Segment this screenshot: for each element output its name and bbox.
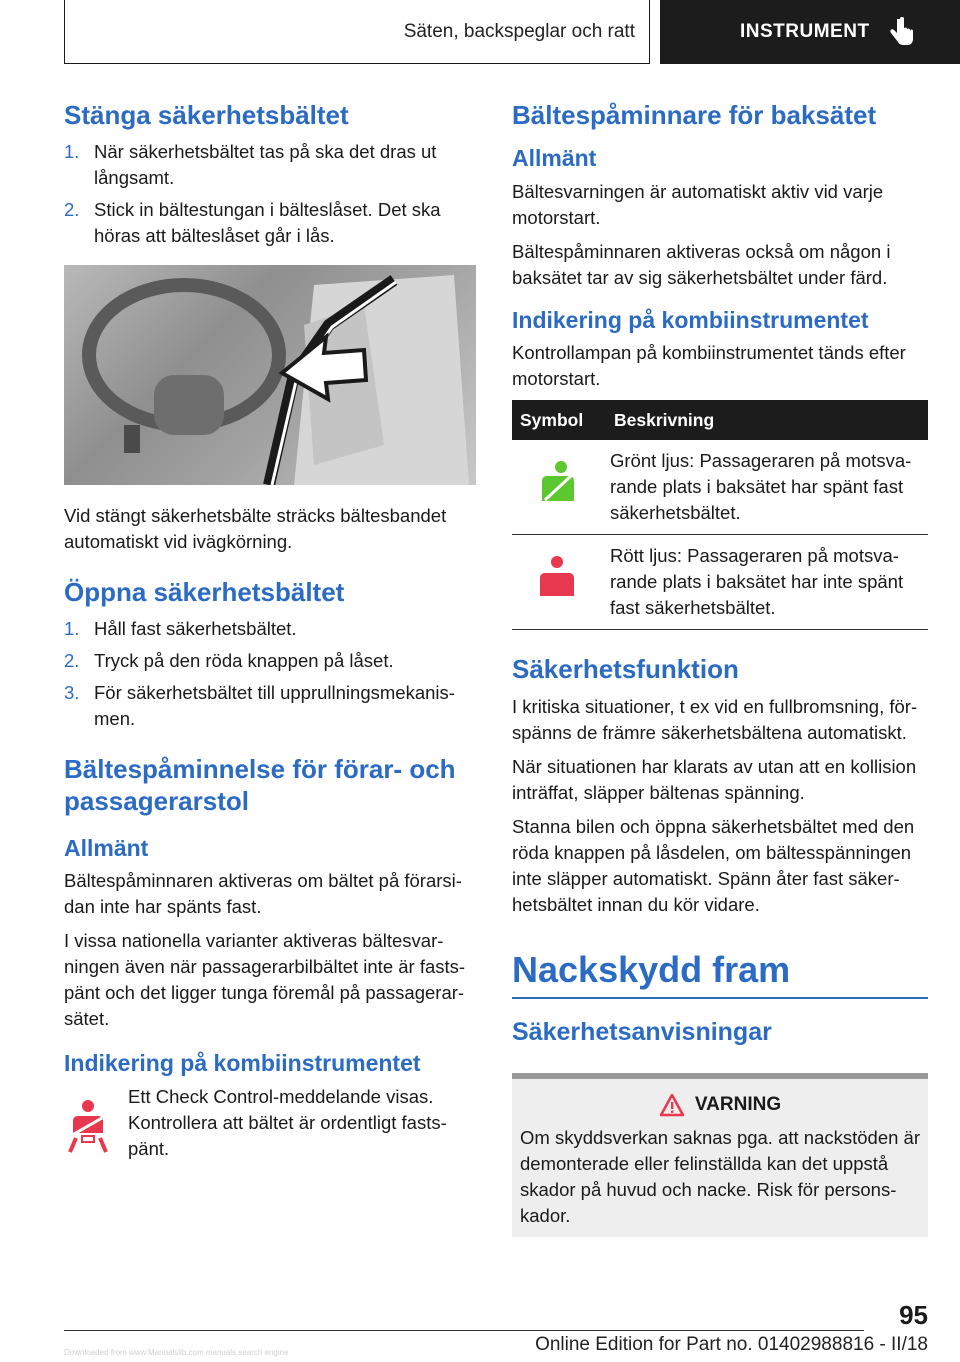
paragraph: Bältespåminnaren aktiveras om bältet på förarsidan inte har spänts fast.: [64, 870, 462, 918]
heading-rear-reminder: Bältespåminnare för baksätet: [512, 100, 877, 130]
warning-title: VARNING: [694, 1093, 782, 1115]
warning-box: [512, 1073, 928, 1237]
table-cell: Rött ljus: Passageraren på motsvarande plats i baksätet har inte spänt fast säkerhetsbältet.: [606, 535, 928, 630]
page-number: 95: [899, 1300, 928, 1330]
heading-close-belt: Stänga säkerhetsbältet: [64, 100, 349, 130]
paragraph: I vissa nationella varianter aktiveras bältesvarningen även när passagerarbilbältet inte är fastspänt och det ligger tunga föremål på passagerarsätet.: [64, 930, 466, 1030]
warning-title-row: [520, 1093, 920, 1117]
edition-text: Online Edition for Part no. 01402988816 - II/18: [535, 1334, 928, 1355]
seatbelt-photo: [64, 265, 476, 485]
heading-indication: Indikering på kombiinstrumentet: [64, 1050, 421, 1077]
paragraph: När situationen har klarats av utan att en kollision inträffat, släpper bältenas spänning.: [512, 755, 917, 803]
watermark: Downloaded from www.Manualslib.com manuals search engine: [64, 1348, 289, 1357]
list-item: [64, 648, 476, 674]
table-header-row: [512, 400, 928, 440]
heading-open-belt: Öppna säkerhetsbältet: [64, 577, 345, 608]
column-header-description: Beskrivning: [606, 400, 928, 440]
step-number: 1.: [64, 141, 80, 163]
warning-triangle-icon: [659, 1093, 685, 1117]
pointing-hand-icon: [888, 17, 914, 47]
list-item: [64, 680, 476, 732]
heading-general: Allmänt: [512, 145, 597, 172]
heading-headrest: Nackskydd fram: [512, 948, 791, 990]
chapter-title: INSTRUMENT: [740, 21, 870, 42]
step-text: Stick in bältestungan i bälteslåset. Det ska höras att bälteslåset går i lås.: [94, 199, 441, 247]
headrest-heading-wrap: [512, 948, 928, 999]
heading-safety-instructions: Säkerhetsanvisningar: [512, 1017, 772, 1046]
open-steps-list: [64, 616, 476, 732]
header-section-title: [64, 0, 650, 64]
table-cell: Grönt ljus: Passageraren på motsvarande plats i baksätet har spänt fast säkerhetsbältet.: [606, 440, 928, 535]
step-number: 3.: [64, 682, 80, 704]
footer-edition: [535, 1334, 928, 1356]
step-number: 2.: [64, 650, 80, 672]
heading-belt-reminder: Bältespåminnelse för förar- och passagerarstol: [64, 754, 456, 816]
column-header-symbol: Symbol: [512, 400, 606, 440]
photo-caption: Vid stängt säkerhetsbälte sträcks bältesbandet automatiskt vid ivägkörning.: [64, 505, 447, 553]
paragraph: Bältesvarningen är automatiskt aktiv vid varje motorstart.: [512, 180, 884, 228]
step-number: 2.: [64, 199, 80, 221]
step-text: För säkerhetsbältet till upprullningsmekanismen.: [94, 682, 455, 730]
step-text: Håll fast säkerhetsbältet.: [94, 618, 297, 640]
warning-text: Om skyddsverkan saknas pga. att nackstöden är demonterade eller felinställda kan det uppstå skador på huvud och nacke. Risk för personskador.: [520, 1126, 921, 1226]
seatbelt-warning-icon: [64, 1084, 128, 1159]
left-column: [64, 100, 476, 1162]
list-item: [64, 197, 476, 249]
table-row: [512, 440, 928, 535]
list-item: [64, 616, 476, 642]
paragraph: Stanna bilen och öppna säkerhetsbältet med den röda knappen på låsdelen, om bältesspänningen inte släpper automatiskt. Spänn åter fast säkerhetsbältet innan du kör vidare.: [512, 815, 915, 915]
heading-safety-function: Säkerhetsfunktion: [512, 654, 739, 685]
red-seatbelt-icon: [512, 535, 606, 630]
step-text: Tryck på den röda knappen på låset.: [94, 650, 394, 672]
table-row: [512, 535, 928, 630]
step-text: När säkerhetsbältet tas på ska det dras ut långsamt.: [94, 141, 437, 189]
section-title: Säten, backspeglar och ratt: [403, 20, 635, 42]
footer-divider: [64, 1330, 864, 1331]
paragraph: Kontrollampan på kombiinstrumentet tänds efter motorstart.: [512, 342, 906, 390]
symbol-table: [512, 400, 928, 630]
paragraph: I kritiska situationer, t ex vid en fullbromsning, förspänns de främre säkerhetsbältena automatiskt.: [512, 695, 918, 743]
paragraph: Bältespåminnaren aktiveras också om någon i baksätet tar av sig säkerhetsbältet under färd.: [512, 240, 891, 288]
heading-indication: Indikering på kombiinstrumentet: [512, 306, 869, 333]
heading-general: Allmänt: [64, 834, 149, 861]
indication-text: Ett Check Control-meddelande visas. Kontrollera att bältet är ordentligt fastspänt.: [128, 1085, 447, 1159]
step-number: 1.: [64, 618, 80, 640]
green-seatbelt-icon: [512, 440, 606, 535]
list-item: [64, 139, 476, 191]
indication-row: [64, 1084, 476, 1162]
header-chapter-tab: [660, 0, 960, 64]
right-column: [512, 100, 928, 1237]
close-steps-list: [64, 139, 476, 249]
